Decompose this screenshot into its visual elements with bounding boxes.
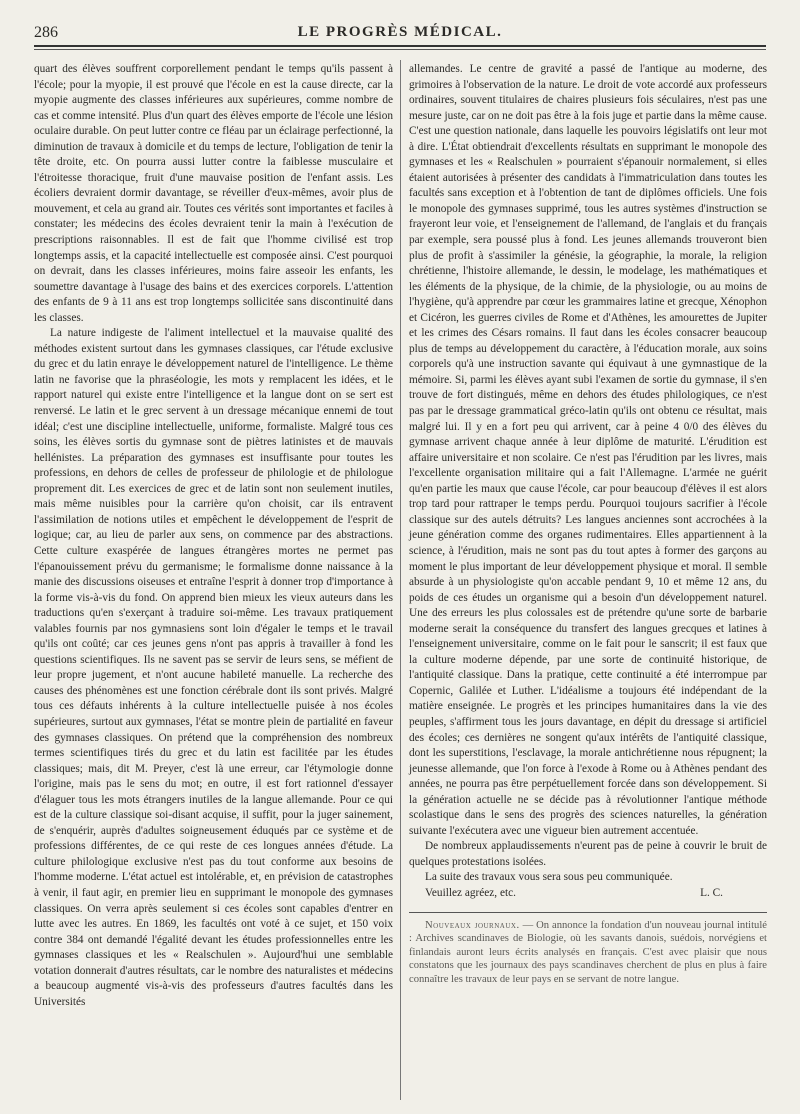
right-paragraph-3: La suite des travaux vous sera sous peu communiquée. [425, 871, 673, 884]
page-header [34, 24, 766, 44]
news-body: — On annonce la fondation d'un nouveau journal intitulé : Archives scandinaves de Biologie, où les savants danois, suédois, norvégiens et finlandais auront leurs écrits analysés en français. C'est avec plaisir que nous constatons que les journaux des pays scandinaves cherchent de plus en plus à faire connaître les travaux de leur pays en se servant de notre langue. [409, 919, 768, 985]
right-paragraph-2: De nombreux applaudissements n'eurent pas de peine à couvrir le bruit de quelques protestations isolées. [409, 840, 767, 868]
column-divider [400, 60, 401, 1100]
closing-line [409, 886, 767, 902]
page-number: 286 [34, 24, 58, 41]
right-paragraph-1: allemandes. Le centre de gravité a passé de l'antique au moderne, des grimoires à l'observation de la nature. Le droit de vote accordé aux professeurs ordinaires, souvent titulaires de chaires plusieurs fois séculaires, n'est pas une mesure juste, car on ne doit pas être à la fois juge et partie dans la même cause. C'est une question nationale, dans laquelle les pouvoirs législatifs ont leur mot à dire. L'État obtiendrait d'excellents résultats en supprimant le monopole des gymnases et les « Realschulen » pourraient s'épanouir normalement, si elles étaient autorisées à présenter des candidats à l'immatriculation dans toutes les facultés sans exception et à l'obtention de tant de diplômes officiels. Une fois le monopole des gymnases supprimé, tous les autres systèmes d'instruction se frayeront leur voie, et l'enseignement de l'allemand, de l'anglais et du français par exemple, sera poussé plus à fond. Les jeunes allemands trouveront bien plus de profit à s'assimiler la génésie, la géographie, la morale, la religion chrétienne, l'histoire allemande, le dessin, le modelage, les mathématiques et les éléments de la physique, de la chimie, de la physiologie, ou au moins de l'hygiène, qu'à apprendre par cœur les grammaires latine et grecque, Xénophon et Cicéron, les guerres civiles de Rome et d'Athènes, les amourettes de Jupiter et les crimes des Césars romains. Il faut dans les écoles consacrer beaucoup plus de temps au développement du caractère, à l'éducation morale, aux soins corporels qu'à une instruction savante qui équivaut à une gymnastique de la mémoire. Si, parmi les élèves ayant subi l'examen de sortie du gymnase, il s'en trouve de fort distingués, même en dehors des études philologiques, ce n'est pas par le dressage grammatical gréco-latin qu'ils ont obtenu ce résultat, mais malgré lui. Il y en a fort peu qui arrivent, car à peine 4 0/0 des élèves du gymnase arrivent chaque année à leur diplôme de maturité. L'érudition est affaire universitaire et non scolaire. Ce n'est pas l'érudition par les livres, mais l'excellente organisation militaire qui a fait l'Allemagne. L'armée ne guérit qu'en partie les maux que cause l'école, car pour beaucoup d'élèves il est alors trop tard pour rattraper le temps perdu. Pourquoi toujours sacrifier à l'école classique sur des autels détruits? Les langues anciennes sont accrochées à la jeune génération comme des organes rudimentaires. Elles appartiennent à la science, à l'érudition, mais ne sont pas du tout aptes à former des garçons au moment le plus important de leur développement physique et moral. Il semble absurde à un physiologiste qu'on accable pendant 9, 10 et même 12 ans, du poids de ces études un organisme qui a besoin d'un développement naturel. Une des erreurs les plus colossales est de prétendre qu'une sorte de barbarie moderne serait la conséquence du transfert des langues grecques et latines à l'enseignement universitaire, comme on le fait pour le sanscrit; il est faux que la culture moderne dépende, par une sorte de continuité historique, de l'antiquité classique. Dans la pratique, cette continuité a été interrompue par Copernic, Galilée et Luther. L'idéalisme a toujours été indépendant de la matière enseignée. Le progrès et les principes humanitaires dans la vie des peuples, s'affirment tous les jours davantage, en dépit du dressage si artificiel des écoles; ces dernières ne songent qu'aux intérêts de l'antiquité classique, dont les superstitions, l'esclavage, la morale antichrétienne nous répugnent; la jeunesse allemande, que l'on force à l'exode à Rome ou à Athènes pendant des années, ne pourra pas être perpétuellement forcée dans son développement. Si la génération actuelle ne se décide pas à révolutionner l'antique méthode scolastique dans le sens des progrès des sciences naturelles, la génération suivante l'exécutera avec une vigueur bien autrement accentuée. [409, 63, 767, 837]
left-paragraph-2: La nature indigeste de l'aliment intellectuel et la mauvaise qualité des méthodes existent surtout dans les gymnases classiques, car l'étude exclusive du grec et du latin enraye le développement naturel de l'intelligence. Le thème latin ne favorise que la phraséologie, les mots y remplacent les idées, et le rapport naturel qui existe entre l'intelligence et la langue dont on se sert est renversé. Le latin et le grec servent à un dressage mécanique ennemi de tout idéal; c'est une discipline intellectuelle, uniforme, formaliste. Malgré tous ces soins, les élèves sortis du gymnase sont de piètres latinistes et de mauvais hellénistes. La préparation des gymnases est insuffisante pour toutes les professions, en dehors de celles de professeur de philologie et de philologue proprement dit. Les exercices de grec et de latin sont non seulement inutiles, mais même nuisibles pour la carrière qu'on choisit, car ils entravent l'assimilation de notions utiles et empêchent le développement de l'esprit de logique; car, au lieu de parler aux sens, on commence par des abstractions. Cette culture exaspérée de langues étrangères mortes ne permet pas l'épanouissement prévu du germanisme; le formalisme donne naissance à la manie des discussions oiseuses et entraîne l'esprit à donner trop d'importance à la forme vis-à-vis du fond. On apprend bien mieux les vieux auteurs dans les traductions qu'en s'exerçant à traduire soi-même. Les travaux pratiquement valables fournis par nos gymnasiens sont loin d'égaler le temps et le travail qu'ils ont coûté; car ces jeunes gens n'ont pas appris à travailler à fond les questions scientifiques. Ils ne savent pas se servir de leurs sens, se méfient de leur propre jugement, et n'ont aucune habileté manuelle. La recherche des causes des phénomènes est une fonction cérébrale dont ils sont privés. Malgré tous ces défauts inhérents à la culture intellectuelle puisée à nos écoles supérieures, surtout aux gymnases, l'état se montre plein de partialité en faveur des gymnases classiques. On prétend que la compréhension des nombreux termes scientifiques tirés du grec et du latin est facilitée par les études classiques; mais, dit M. Preyer, c'est là une erreur, car l'étymologie donne l'origine, mais pas le sens du mot; en outre, il est fort rationnel d'essayer d'élaguer tous les mots étrangers inutiles de la langue allemande. Pour ce qui est de la culture classique soi-disant acquise, il suffit, pour la juger sainement, de s'enquérir, auprès d'adultes soigneusement éduqués par ce système et de professions différentes, de ce qui reste de ces longues années d'étude. La culture philologique exclusive n'est pas du tout conforme aux besoins de l'homme moderne. L'état actuel est intolérable, et, en prévision de catastrophes à venir, il faut agir, en premier lieu en supprimant le monopole des gymnases classiques. On verra après seulement si ces écoles sont capables d'entrer en lutte avec les autres. En 1869, les facultés ont voté à ce sujet, et 150 voix contre 384 ont demandé l'égalité devant les études professionnelles entre les gymnases classiques et les « Realschulen ». Aujourd'hui une semblable votation donnerait d'autres résultats, car le nombre des naturalistes et médecins a beaucoup augmenté vis-à-vis des professeurs d'autres facultés dans les Universités [34, 327, 393, 1008]
left-paragraph-1: quart des élèves souffrent corporellement pendant le temps qu'ils passent à l'école; pour la myopie, il est prouvé que l'école en est la cause directe, car la myopie augmente des classes inférieures aux supérieures, comme nombre de cas et comme intensité. Plus d'un quart des élèves emporte de l'école une lésion oculaire durable. On peut lutter contre ce fléau par un éclairage perfectionné, la diminution de travaux à domicile et du temps de lecture, l'obligation de tenir la tête droite, etc. On pourra aussi lutter contre la faiblesse musculaire et l'étroitesse thoracique, fruit d'une mauvaise position de l'enfant assis. Les écoliers devraient dormir davantage, se réveiller d'eux-mêmes, avoir plus de mouvement, et cela au grand air. Toutes ces vérités sont importantes et faciles à constater; les médecins des écoles devraient tenir la main à l'exécution de prescriptions raisonnables. Il est de fait que l'homme civilisé est trop longtemps assis, et la capacité intellectuelle est composée ainsi. C'est pourquoi on devrait, dans les classes inférieures, moins faire asseoir les enfants, les soumettre davantage à l'usage des bains et des exercices corporels. L'attention des enfants de 9 à 11 ans est trop longtemps sollicitée sans discontinuité dans les classes. [34, 63, 393, 324]
right-column [409, 62, 767, 987]
header-rule-thin [34, 49, 766, 50]
news-divider [409, 912, 767, 913]
left-column [34, 62, 393, 1010]
running-title: LE PROGRÈS MÉDICAL. [297, 24, 503, 40]
closing-formula: Veuillez agréez, etc. [425, 886, 516, 899]
news-heading: Nouveaux journaux. [425, 919, 520, 931]
signature: L. C. [700, 886, 723, 899]
header-rule-thick [34, 45, 766, 47]
news-item [409, 919, 767, 987]
